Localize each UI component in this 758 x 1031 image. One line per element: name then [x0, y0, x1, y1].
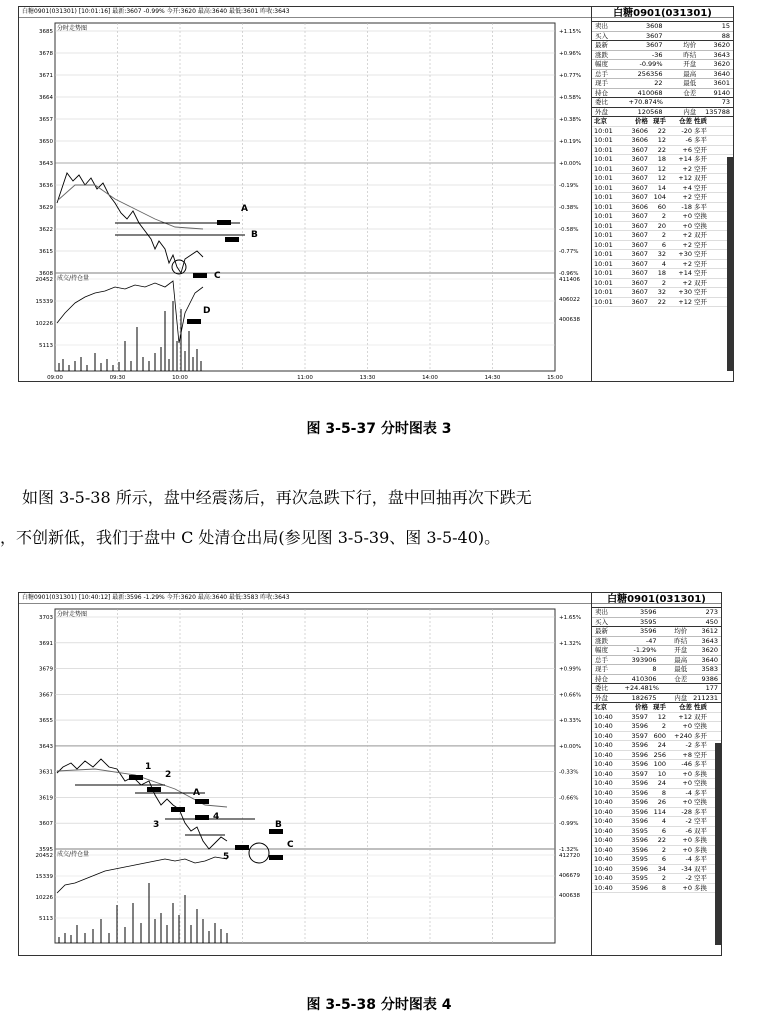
chart2-volume-label: 成交/持仓量 [57, 851, 90, 858]
chart1-instrument-title: 白糖0901(031301) [592, 7, 733, 22]
chart2-tick-row: 10:40 3596 2 +0 多换 [592, 846, 721, 856]
chart2-vol-tick: 20452 [35, 853, 53, 859]
chart1-highlight-circle [172, 260, 186, 274]
chart1-vol-tick: 5113 [39, 343, 53, 349]
chart1-tick-row: 10:01 3607 22 +6 空开 [592, 146, 733, 156]
chart1-ratio-row: 委比 +70.874% 73 [592, 98, 733, 108]
chart2-tick-row: 10:40 3595 6 -6 双平 [592, 827, 721, 837]
chart2-marker-box [269, 855, 283, 860]
chart1-stat-row: 总手 256356 最高 3640 [592, 70, 733, 80]
chart1-pct-tick: +0.00% [559, 161, 582, 167]
paragraph-line-2: ，不创新低，我们于盘中 C 处清仓出局(参见图 3-5-39、图 3-5-40)。 [0, 528, 501, 547]
chart1-marker-box [187, 319, 201, 324]
chart2-price-tick: 3643 [39, 743, 53, 750]
chart2-tick-row: 10:40 3596 22 +0 多换 [592, 836, 721, 846]
chart1-pct-tick: -0.77% [559, 249, 579, 255]
chart2-price-tick: 3655 [39, 718, 53, 725]
chart1-vol-tick: 15339 [35, 299, 53, 305]
chart1-marker-box [217, 220, 231, 225]
chart2-pane-label: 分时走势图 [57, 611, 88, 618]
paragraph-line-1: 如图 3-5-38 所示，盘中经震荡后，再次急跌下行，盘中回抽再次下跌无 [22, 488, 532, 507]
chart1-time-tick: 11:00 [297, 375, 313, 381]
chart1-pct-tick: +1.15% [559, 29, 582, 35]
chart1-pct-tick: +0.77% [559, 73, 582, 79]
chart1-price-tick: 3643 [39, 161, 53, 167]
chart1-time-tick: 14:30 [484, 375, 501, 381]
chart1-price-tick: 3636 [39, 183, 53, 189]
chart2-open-interest-line [57, 857, 227, 893]
chart1-stat-row: 涨跌 -36 昨结 3643 [592, 51, 733, 61]
chart2-stat-row: 幅度 -1.29% 开盘 3620 [592, 646, 721, 656]
chart2-marker-box [147, 787, 161, 792]
chart1-vol-tick: 20452 [35, 277, 53, 283]
chart2-tick-row: 10:40 3595 6 -4 多平 [592, 855, 721, 865]
chart1-tick-row: 10:01 3607 18 +14 空开 [592, 269, 733, 279]
chart2-scrollbar[interactable] [715, 743, 721, 945]
chart1-time-tick: 09:00 [47, 375, 63, 381]
chart2-marker-box [195, 799, 209, 804]
chart2-stat-row: 最新 3596 均价 3612 [592, 627, 721, 637]
chart1-price-tick: 3664 [39, 95, 53, 101]
chart2-pct-tick: +0.99% [559, 666, 582, 673]
chart1-pct-tick: +0.38% [559, 117, 582, 123]
figure-caption-2: 图 3-5-38 分时图表 4 [306, 997, 452, 1013]
chart1-pane-label: 分时走势图 [57, 25, 88, 32]
chart2-window [18, 592, 722, 956]
chart2-marker-1: 1 [145, 762, 152, 772]
chart2-marker-5: 5 [223, 852, 230, 862]
chart2-instrument-title: 白糖0901(031301) [592, 593, 721, 608]
chart1-price-tick: 3622 [39, 227, 53, 233]
chart2-vol-tick: 5113 [39, 916, 53, 922]
chart1-tick-row: 10:01 3607 2 +0 空换 [592, 212, 733, 222]
chart2-stat-row: 现手 8 最低 3583 [592, 665, 721, 675]
chart2-tick-row: 10:40 3596 8 +0 多换 [592, 884, 721, 894]
chart2-quote-row: 卖出 3596 273 [592, 608, 721, 618]
chart2-stat-row: 涨跌 -47 昨结 3643 [592, 637, 721, 647]
chart1-tick-row: 10:01 3606 60 -18 多平 [592, 203, 733, 213]
chart2-price-tick: 3619 [39, 795, 53, 802]
chart2-oi-tick: 406679 [559, 873, 580, 879]
chart2-vol-tick: 15339 [35, 874, 53, 880]
chart2-tick-row: 10:40 3596 34 -34 双平 [592, 865, 721, 875]
chart2-price-tick: 3679 [39, 666, 53, 673]
chart1-marker-C: C [214, 271, 221, 281]
chart1-marker-D: D [203, 306, 211, 316]
chart2-pct-tick: -1.32% [559, 847, 579, 853]
chart1-oi-tick: 406022 [559, 297, 580, 303]
chart1-oi-tick: 411406 [559, 277, 580, 283]
chart2-stat-row: 总手 393906 最高 3640 [592, 656, 721, 666]
chart1-quote-row: 卖出 3608 15 [592, 22, 733, 32]
chart1-vol-tick: 10226 [35, 321, 53, 327]
chart1-pct-tick: +0.58% [559, 95, 582, 101]
chart2-quote-panel [591, 593, 721, 955]
chart2-highlight-circle [249, 843, 269, 863]
chart1-price-tick: 3629 [39, 205, 53, 211]
chart2-tick-row: 10:40 3595 2 -2 空平 [592, 874, 721, 884]
chart1-tick-row: 10:01 3607 6 +2 空开 [592, 241, 733, 251]
chart1-price-tick: 3671 [39, 73, 53, 79]
chart1-marker-box [193, 273, 207, 278]
chart1-tick-row: 10:01 3607 4 +2 空开 [592, 260, 733, 270]
chart2-tick-row: 10:40 3596 8 -4 多平 [592, 789, 721, 799]
chart1-marker-box [225, 237, 239, 242]
chart1-time-tick: 09:30 [109, 375, 126, 381]
chart1-pct-tick: +0.19% [559, 139, 582, 145]
chart2-price-tick: 3691 [39, 640, 53, 647]
chart1-oi-tick: 400638 [559, 317, 580, 323]
chart1-window [18, 6, 734, 382]
chart1-tick-row: 10:01 3607 14 +4 空开 [592, 184, 733, 194]
chart2-pct-tick: -0.33% [559, 769, 579, 776]
chart2-pct-tick: -0.99% [559, 821, 579, 828]
chart2-marker-box [171, 807, 185, 812]
chart1-price-tick: 3685 [39, 29, 53, 35]
chart2-price-tick: 3595 [39, 847, 53, 853]
chart2-tick-row: 10:40 3596 114 -28 多平 [592, 808, 721, 818]
chart2-marker-box [235, 845, 249, 850]
chart1-outer-inner-row: 外盘 120568 内盘 135788 [592, 108, 733, 118]
chart2-vol-tick: 10226 [35, 895, 53, 901]
chart2-tick-row: 10:40 3596 256 +8 空开 [592, 751, 721, 761]
chart1-tick-row: 10:01 3607 18 +14 多开 [592, 155, 733, 165]
chart1-tick-row: 10:01 3607 2 +2 双开 [592, 279, 733, 289]
chart2-tick-row: 10:40 3596 2 +0 空换 [592, 722, 721, 732]
chart2-intraday-chart[interactable] [19, 593, 591, 957]
chart1-stat-row: 现手 22 最低 3601 [592, 79, 733, 89]
chart2-ratio-row: 委比 +24.481% 177 [592, 684, 721, 694]
chart2-pct-tick: +0.33% [559, 718, 582, 725]
chart1-tick-row: 10:01 3607 32 +30 空开 [592, 250, 733, 260]
chart1-pct-tick: -0.96% [559, 271, 579, 277]
chart2-marker-B: B [275, 820, 282, 830]
chart2-marker-3: 3 [153, 820, 160, 830]
chart2-marker-box [195, 815, 209, 820]
chart1-tick-row: 10:01 3607 20 +0 空换 [592, 222, 733, 232]
chart1-tick-header: 北京 价格 现手 仓差 性质 [592, 117, 733, 127]
chart1-stat-row: 最新 3607 均价 3620 [592, 41, 733, 51]
chart2-tick-row: 10:40 3597 10 +0 多换 [592, 770, 721, 780]
chart1-time-tick: 13:30 [359, 375, 376, 381]
chart1-title-bar: 白糖0901(031301) [10:01:16] 最新:3607 -0.99% 今开:3620 最高:3640 最低:3601 昨收:3643 [19, 7, 733, 18]
chart2-price-tick: 3631 [39, 769, 53, 776]
chart1-time-tick: 14:00 [422, 375, 438, 381]
chart2-pct-tick: +0.66% [559, 692, 582, 699]
chart1-stat-row: 持仓 410068 仓差 9140 [592, 89, 733, 99]
chart1-price-tick: 3608 [39, 271, 53, 277]
chart1-tick-row: 10:01 3607 22 +12 空开 [592, 298, 733, 308]
chart1-tick-row: 10:01 3606 22 -20 多平 [592, 127, 733, 137]
chart1-price-tick: 3615 [39, 249, 53, 255]
chart1-tick-row: 10:01 3607 104 +2 空开 [592, 193, 733, 203]
chart2-tick-row: 10:40 3596 4 -2 空平 [592, 817, 721, 827]
chart2-pct-tick: +0.00% [559, 743, 582, 750]
chart1-quote-row: 买入 3607 88 [592, 32, 733, 42]
figure-caption-1: 图 3-5-37 分时图表 3 [306, 421, 452, 437]
chart1-price-tick: 3678 [39, 51, 53, 57]
chart1-time-tick: 15:00 [547, 375, 563, 381]
chart2-tick-row: 10:40 3597 12 +12 双开 [592, 713, 721, 723]
chart1-tick-row: 10:01 3607 12 +2 空开 [592, 165, 733, 175]
chart1-stat-row: 幅度 -0.99% 开盘 3620 [592, 60, 733, 70]
chart1-volume-label: 成交/持仓量 [57, 275, 90, 282]
chart2-pct-tick: -0.66% [559, 795, 579, 802]
chart1-marker-B: B [251, 230, 258, 240]
chart1-tick-row: 10:01 3607 32 +30 空开 [592, 288, 733, 298]
chart2-quote-row: 买入 3595 450 [592, 618, 721, 628]
chart2-stat-row: 持仓 410306 仓差 9386 [592, 675, 721, 685]
chart2-price-tick: 3703 [39, 615, 53, 621]
chart1-scrollbar[interactable] [727, 157, 733, 371]
chart1-pct-tick: +0.96% [559, 51, 582, 57]
chart1-price-tick: 3650 [39, 139, 53, 145]
chart1-tick-row: 10:01 3607 12 +12 双开 [592, 174, 733, 184]
chart1-pct-tick: -0.19% [559, 183, 579, 189]
chart2-tick-row: 10:40 3596 24 +0 空换 [592, 779, 721, 789]
chart2-oi-tick: 412720 [559, 853, 580, 859]
chart1-price-tick: 3657 [39, 117, 53, 123]
chart1-quote-panel [591, 7, 733, 381]
chart1-pct-tick: -0.58% [559, 227, 579, 233]
chart2-tick-row: 10:40 3596 26 +0 空换 [592, 798, 721, 808]
chart2-marker-2: 2 [165, 770, 172, 780]
chart2-marker-4: 4 [213, 812, 220, 822]
chart1-pct-tick: -0.38% [559, 205, 579, 211]
chart1-tick-row: 10:01 3607 2 +2 双开 [592, 231, 733, 241]
chart1-intraday-chart[interactable] [19, 7, 591, 383]
chart2-title-bar: 白糖0901(031301) [10:40:12] 最新:3596 -1.29% 今开:3620 最高:3640 最低:3583 昨收:3643 [19, 593, 721, 604]
chart1-marker-A: A [241, 204, 248, 214]
chart2-marker-C: C [287, 840, 294, 850]
chart2-oi-tick: 400638 [559, 893, 580, 899]
chart2-price-tick: 3667 [39, 692, 53, 699]
chart1-tick-row: 10:01 3606 12 -6 多平 [592, 136, 733, 146]
chart2-tick-header: 北京 价格 现手 仓差 性质 [592, 703, 721, 713]
chart2-outer-inner-row: 外盘 182675 内盘 211231 [592, 694, 721, 704]
chart2-price-tick: 3607 [39, 821, 53, 828]
chart2-pct-tick: +1.65% [559, 615, 582, 621]
chart2-marker-box [129, 775, 143, 780]
chart2-tick-row: 10:40 3597 600 +240 多开 [592, 732, 721, 742]
chart2-marker-A: A [193, 788, 200, 798]
chart2-tick-row: 10:40 3596 100 -46 多平 [592, 760, 721, 770]
chart2-tick-row: 10:40 3596 24 -2 多平 [592, 741, 721, 751]
chart2-pct-tick: +1.32% [559, 640, 582, 647]
chart1-time-tick: 10:00 [172, 375, 188, 381]
